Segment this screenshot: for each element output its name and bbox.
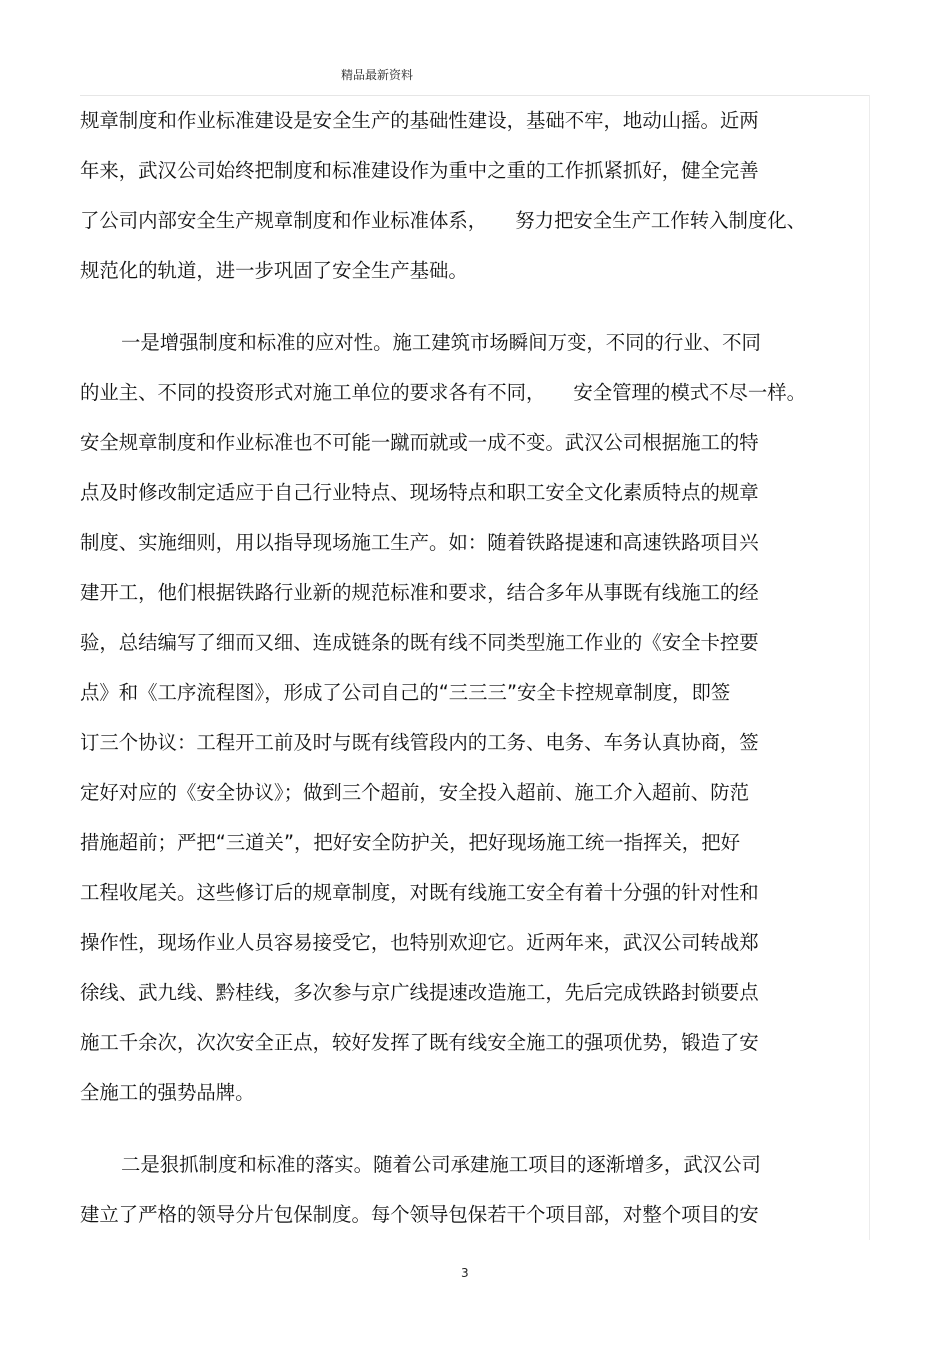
text-segment: 定好对应的《安全协议》；做到三个超前，安全投入超前、施工介入超前、防范 — [80, 781, 749, 804]
text-segment: 努力把安全生产工作转入制度化、 — [515, 209, 807, 232]
text-segment: 二是狠抓制度和标准的落实。随着公司承建施工项目的逐渐增多，武汉公司 — [121, 1153, 761, 1176]
text-line — [80, 207, 806, 235]
text-segment: 建开工，他们根据铁路行业新的规范标准和要求，结合多年从事既有线施工的经 — [80, 581, 759, 604]
page-header-title: 精品最新资料 — [341, 68, 414, 82]
text-segment: 的业主、不同的投资形式对施工单位的要求各有不同， — [80, 381, 546, 404]
text-segment: 一是增强制度和标准的应对性。施工建筑市场瞬间万变，不同的行业、不同 — [121, 331, 761, 354]
text-segment: 徐线、武九线、黔桂线，多次参与京广线提速改造施工，先后完成铁路封锁要点 — [80, 981, 759, 1004]
text-line — [80, 929, 759, 957]
text-segment: 措施超前；严把“三道关”，把好安全防护关，把好现场施工统一指挥关，把好 — [80, 831, 740, 854]
text-segment: 点及时修改制定适应于自己行业特点、现场特点和职工安全文化素质特点的规章 — [80, 481, 759, 504]
text-segment: 安全规章制度和作业标准也不可能一蹴而就或一成不变。武汉公司根据施工的特 — [80, 431, 759, 454]
text-segment: 验，总结编写了细而又细、连成链条的既有线不同类型施工作业的《安全卡控要 — [80, 631, 759, 654]
text-line — [80, 1079, 255, 1107]
text-line — [80, 729, 759, 757]
text-line — [121, 329, 761, 357]
text-line — [80, 479, 759, 507]
right-margin-line — [869, 95, 870, 1240]
text-line — [80, 829, 740, 857]
text-segment: 施工千余次，次次安全正点，较好发挥了既有线安全施工的强项优势，锻造了安 — [80, 1031, 759, 1054]
text-line — [80, 579, 759, 607]
text-segment: 订三个协议：工程开工前及时与既有线管段内的工务、电务、车务认真协商，签 — [80, 731, 759, 754]
text-line — [80, 979, 759, 1007]
text-line — [80, 429, 759, 457]
text-segment: 了公司内部安全生产规章制度和作业标准体系， — [80, 209, 488, 232]
text-line — [80, 1201, 759, 1229]
header-divider — [80, 95, 870, 96]
text-line — [80, 679, 730, 707]
text-line — [80, 529, 759, 557]
text-segment: 全施工的强势品牌。 — [80, 1081, 255, 1104]
text-segment: 点》和《工序流程图》，形成了公司自己的“三三三”安全卡控规章制度，即签 — [80, 681, 731, 704]
text-segment: 规章制度和作业标准建设是安全生产的基础性建设，基础不牢，地动山摇。近两 — [80, 109, 759, 132]
text-segment: 规范化的轨道，进一步巩固了安全生产基础。 — [80, 259, 468, 282]
text-segment: 年来，武汉公司始终把制度和标准建设作为重中之重的工作抓紧抓好，健全完善 — [80, 159, 759, 182]
text-line — [121, 1151, 761, 1179]
text-line — [80, 1029, 759, 1057]
text-line — [80, 879, 759, 907]
text-line — [80, 779, 749, 807]
text-segment: 安全管理的模式不尽一样。 — [573, 381, 807, 404]
text-segment: 工程收尾关。这些修订后的规章制度，对既有线施工安全有着十分强的针对性和 — [80, 881, 759, 904]
text-line — [80, 629, 759, 657]
text-segment: 制度、实施细则，用以指导现场施工生产。如：随着铁路提速和高速铁路项目兴 — [80, 531, 759, 554]
page-number: 3 — [461, 1266, 469, 1280]
text-line — [80, 157, 759, 185]
text-line — [80, 107, 759, 135]
text-line — [80, 379, 806, 407]
text-segment: 操作性，现场作业人员容易接受它，也特别欢迎它。近两年来，武汉公司转战郑 — [80, 931, 759, 954]
text-segment: 建立了严格的领导分片包保制度。每个领导包保若干个项目部，对整个项目的安 — [80, 1203, 759, 1226]
text-line — [80, 257, 468, 285]
